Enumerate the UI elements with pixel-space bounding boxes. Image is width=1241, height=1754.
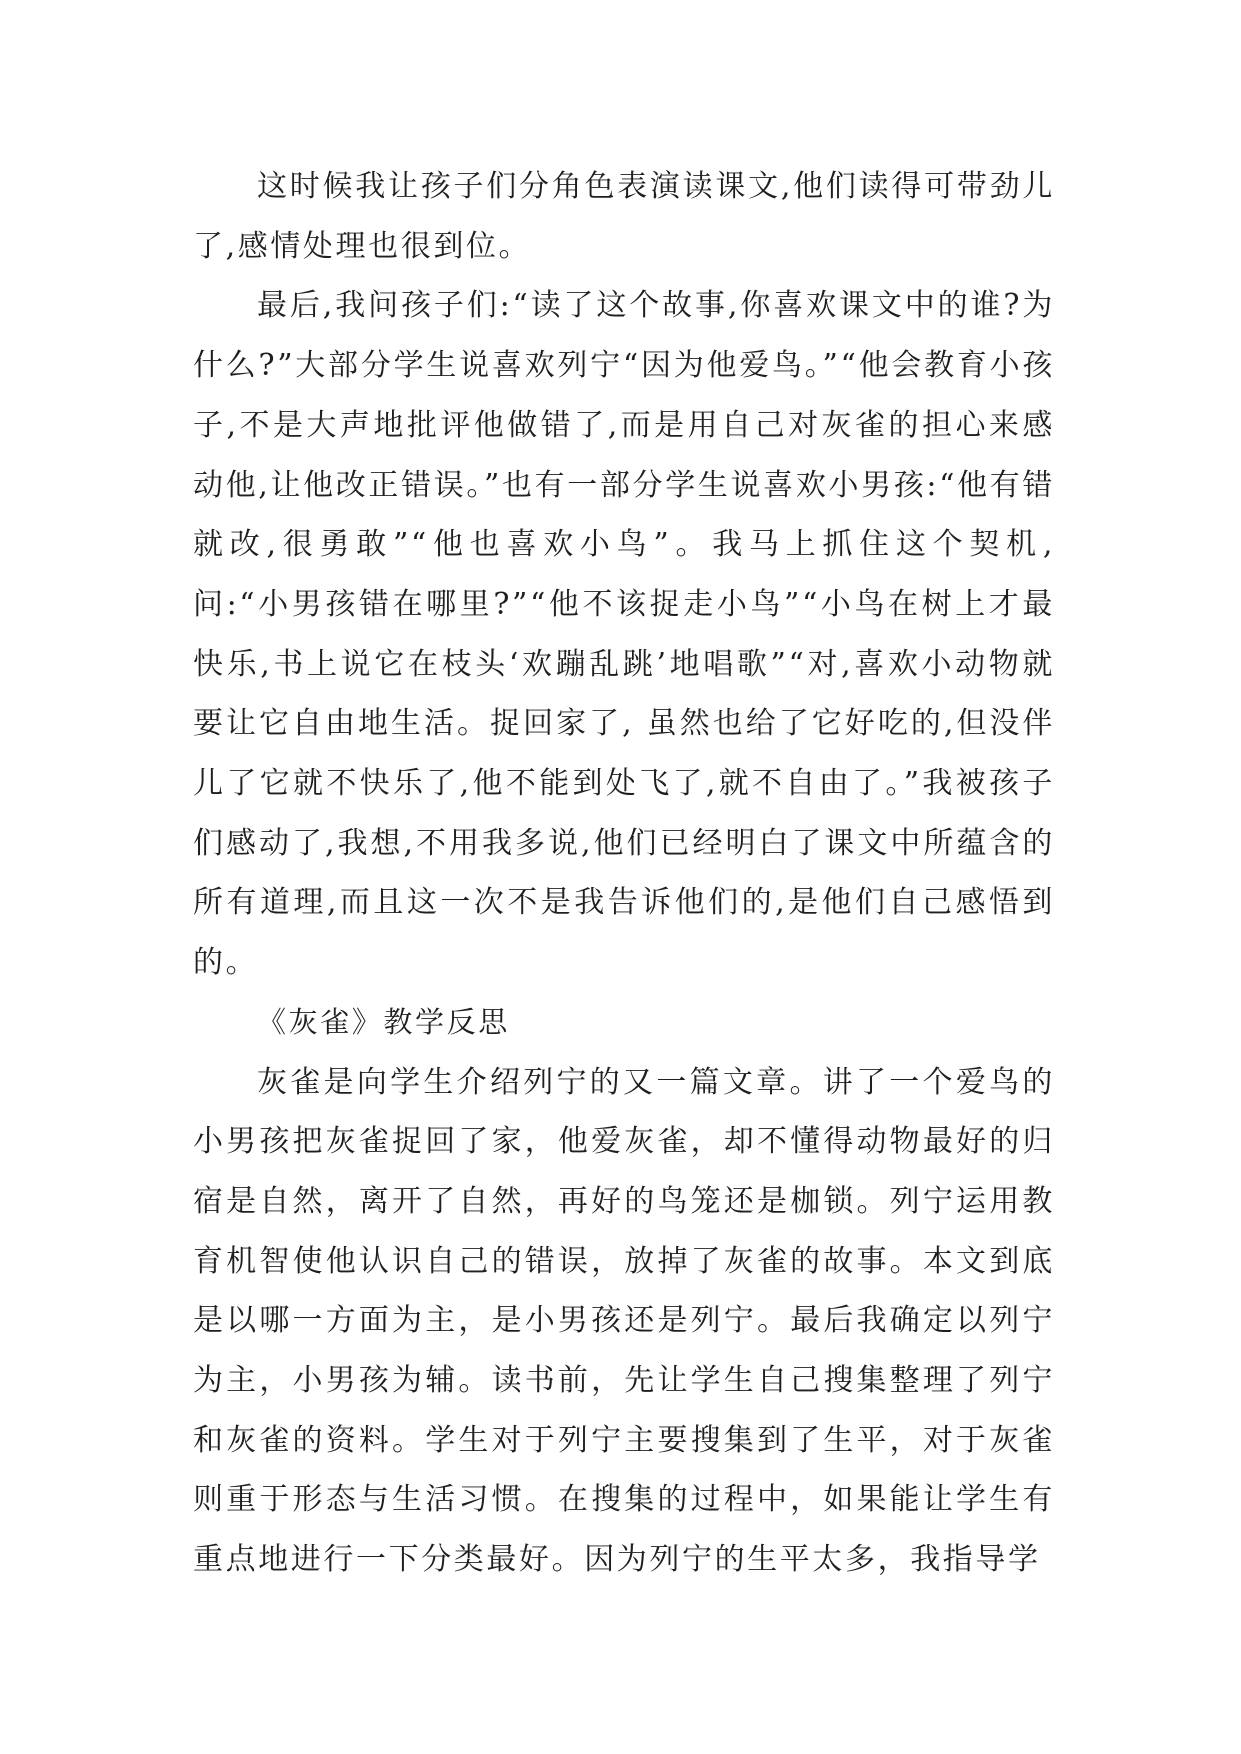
document-body: [193, 157, 1055, 1590]
paragraph-2: 最后,我问孩子们:“读了这个故事,你喜欢课文中的谁?为什么?”大部分学生说喜欢列宁“因为他爱鸟。”“他会教育小孩子,不是大声地批评他做错了,而是用自己对灰雀的担心来感动他,让他改正错误。”也有一部分学生说喜欢小男孩:“他有错就改,很勇敢”“他也喜欢小鸟”。我马上抓住这个契机, 问:“小男孩错在哪里?”“他不该捉走小鸟”“小鸟在树上才最快乐,书上说它在枝头‘欢蹦乱跳’地唱歌”“对,喜欢小动物就要让它自由地生活。捉回家了, 虽然也给了它好吃的,但没伴儿了它就不快乐了,他不能到处飞了,就不自由了。”我被孩子们感动了,我想,不用我多说,他们已经明白了课文中所蕴含的所有道理,而且这一次不是我告诉他们的,是他们自己感悟到的。: [193, 288, 1055, 981]
paragraph-1: 这时候我让孩子们分角色表演读课文,他们读得可带劲儿了,感情处理也很到位。: [193, 169, 1055, 264]
section-heading: 《灰雀》教学反思: [257, 1004, 510, 1039]
paragraph-3: 灰雀是向学生介绍列宁的又一篇文章。讲了一个爱鸟的小男孩把灰雀捉回了家，他爱灰雀，却不懂得动物最好的归宿是自然，离开了自然，再好的鸟笼还是枷锁。列宁运用教育机智使他认识自己的错误，放掉了灰雀的故事。本文到底是以哪一方面为主，是小男孩还是列宁。最后我确定以列宁为主，小男孩为辅。读书前，先让学生自己搜集整理了列宁和灰雀的资料。学生对于列宁主要搜集到了生平，对于灰雀则重于形态与生活习惯。在搜集的过程中，如果能让学生有重点地进行一下分类最好。因为列宁的生平太多，我指导学: [193, 1064, 1055, 1578]
